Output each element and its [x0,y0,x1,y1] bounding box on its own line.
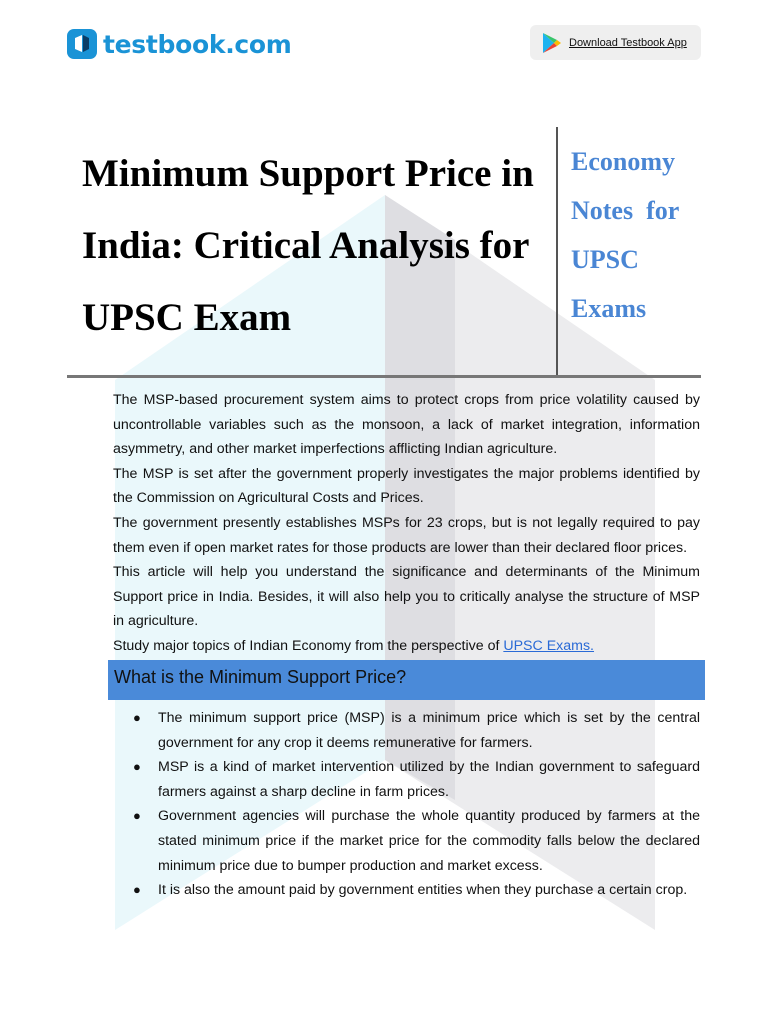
bullet-icon: ● [133,808,141,824]
bullet-icon: ● [133,759,141,775]
list-item-text: The minimum support price (MSP) is a minimum price which is set by the central government for any crop it deems remunerative for farmers. [158,710,700,751]
upsc-exams-link[interactable]: UPSC Exams. [503,637,595,654]
download-app-button[interactable] [530,25,701,60]
list-item [113,804,700,878]
page-title [82,138,552,354]
paragraph [113,634,700,659]
paragraph: The government presently establishes MSPs for 23 crops, but is not legally required to pay them even if open market rates for those products are lower than their declared floor prices. [113,514,700,556]
paragraph: The MSP is set after the government properly investigates the major problems identified by the Commission on Agricultural Costs and Prices. [113,465,700,507]
list-item-text: It is also the amount paid by government entities when they purchase a certain crop. [158,882,688,899]
category-line: Exams [571,294,647,323]
testbook-logo-icon [67,29,97,59]
category-line: Notes for [571,196,680,225]
bullet-list [113,706,700,903]
category-label [571,137,691,333]
section-heading: What is the Minimum Support Price? [114,667,407,687]
testbook-logo[interactable] [67,26,292,62]
list-item [113,878,700,903]
bullet-icon: ● [133,882,141,898]
list-item [113,706,700,755]
title-line: Minimum Support Price in [82,152,534,195]
download-app-label: Download Testbook App [569,36,687,49]
title-line: India: Critical Analysis for [82,224,530,267]
list-item-text: MSP is a kind of market intervention utilized by the Indian government to safeguard farmers against a sharp decline in farm prices. [158,759,700,800]
horizontal-divider [67,375,701,378]
paragraph-text: Study major topics of Indian Economy from the perspective of [113,637,504,654]
title-line: UPSC Exam [82,296,292,339]
google-play-icon [542,32,562,54]
paragraph: This article will help you understand the significance and determinants of the Minimum Support price in India. Besides, it will also help you to critically analyse the structure of MSP in agriculture. [113,564,700,630]
brand-name: testbook.com [103,29,292,59]
vertical-divider [556,127,558,376]
list-item [113,755,700,804]
category-line: Economy [571,147,675,176]
bullet-icon: ● [133,710,141,725]
section-heading-bar [108,660,705,700]
list-item-text: Government agencies will purchase the whole quantity produced by farmers at the stated minimum price if the market price for the commodity falls below the declared minimum price due to bumper production and market excess. [158,808,700,874]
intro-section [113,388,700,659]
paragraph: The MSP-based procurement system aims to protect crops from price volatility caused by uncontrollable variables such as the monsoon, a lack of market integration, information asymmetry, and other market imperfections afflicting Indian agriculture. [113,392,700,458]
category-line: UPSC [571,245,639,274]
